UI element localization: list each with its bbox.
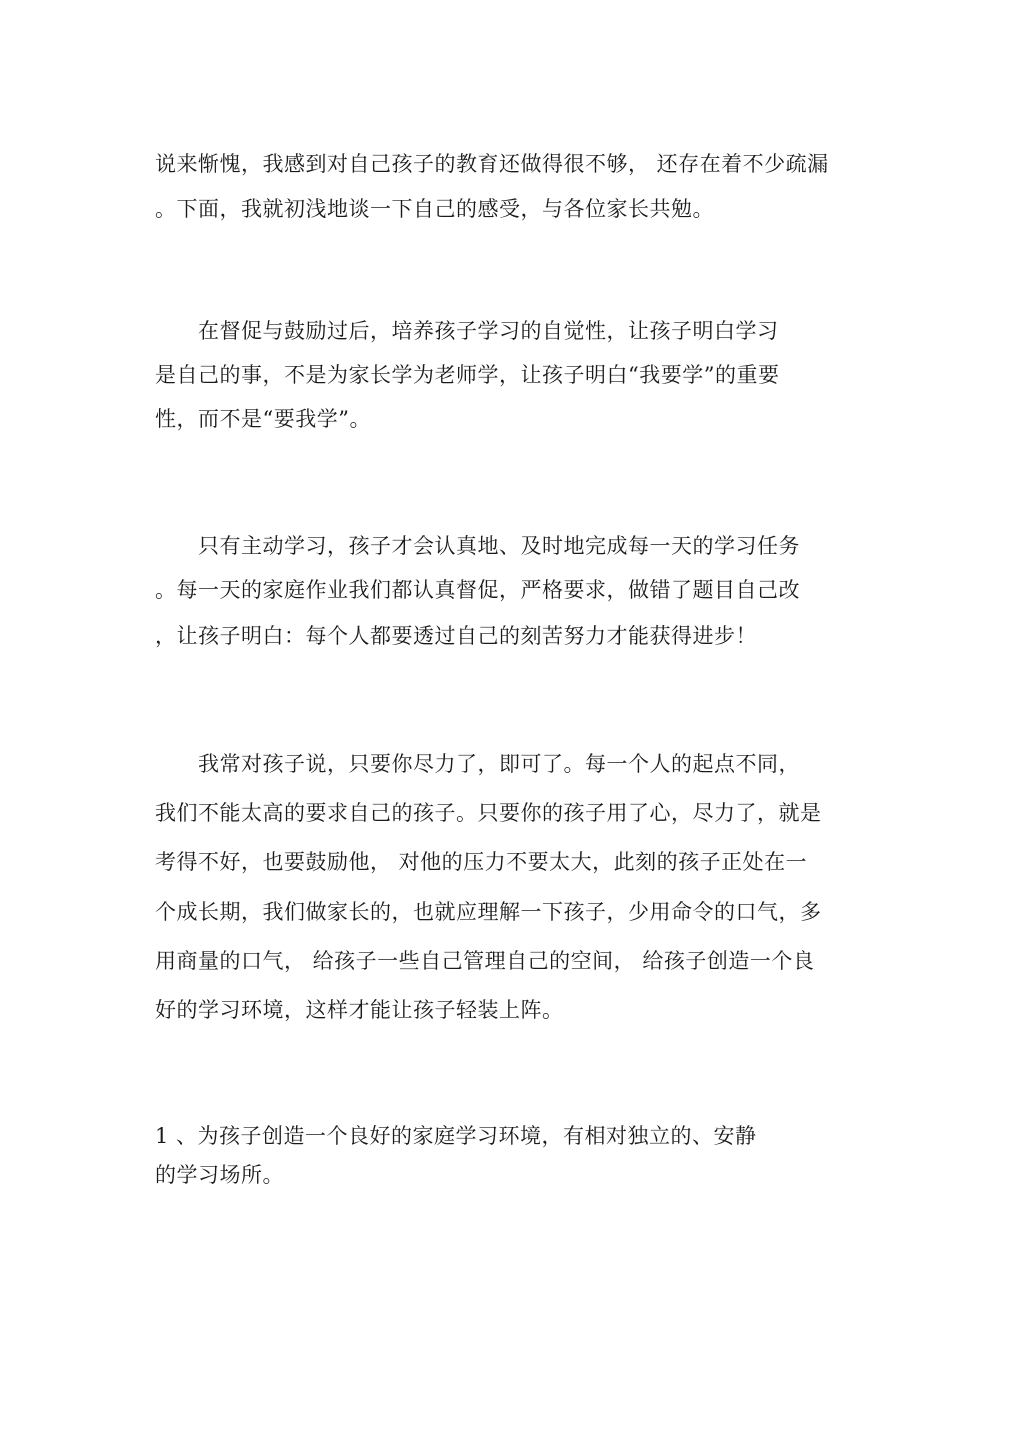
paragraph-line: 我常对孩子说，只要你尽力了，即可了。每一个人的起点不同， — [155, 752, 800, 776]
paragraph-line: 1 、为孩子创造一个良好的家庭学习环境，有相对独立的、安静 — [155, 1124, 757, 1148]
paragraph-line: ，让孩子明白：每个人都要透过自己的刻苦努力才能获得进步！ — [155, 624, 757, 648]
paragraph-line: 考得不好，也要鼓励他， 对他的压力不要太大，此刻的孩子正处在一 — [155, 850, 808, 874]
paragraph-line: 。每一天的家庭作业我们都认真督促，严格要求，做错了题目自己改 — [155, 578, 800, 602]
paragraph-line: 说来惭愧，我感到对自己孩子的教育还做得很不够， 还存在着不少疏漏 — [155, 152, 829, 176]
paragraph-line: 。下面，我就初浅地谈一下自己的感受，与各位家长共勉。 — [155, 197, 714, 221]
paragraph-line: 的学习场所。 — [155, 1163, 284, 1187]
paragraph-line: 性，而不是“要我学”。 — [155, 407, 371, 431]
paragraph-line: 在督促与鼓励过后，培养孩子学习的自觉性，让孩子明白学习 — [155, 319, 779, 343]
paragraph-line: 只有主动学习，孩子才会认真地、及时地完成每一天的学习任务 — [155, 534, 800, 558]
paragraph-line: 我们不能太高的要求自己的孩子。只要你的孩子用了心，尽力了，就是 — [155, 801, 822, 825]
paragraph-line: 个成长期，我们做家长的，也就应理解一下孩子，少用命令的口气，多 — [155, 900, 822, 924]
paragraph-line: 是自己的事，不是为家长学为老师学，让孩子明白“我要学”的重要 — [155, 363, 780, 387]
paragraph-line: 好的学习环境，这样才能让孩子轻装上阵。 — [155, 998, 564, 1022]
paragraph-line: 用商量的口气， 给孩子一些自己管理自己的空间， 给孩子创造一个良 — [155, 949, 815, 973]
